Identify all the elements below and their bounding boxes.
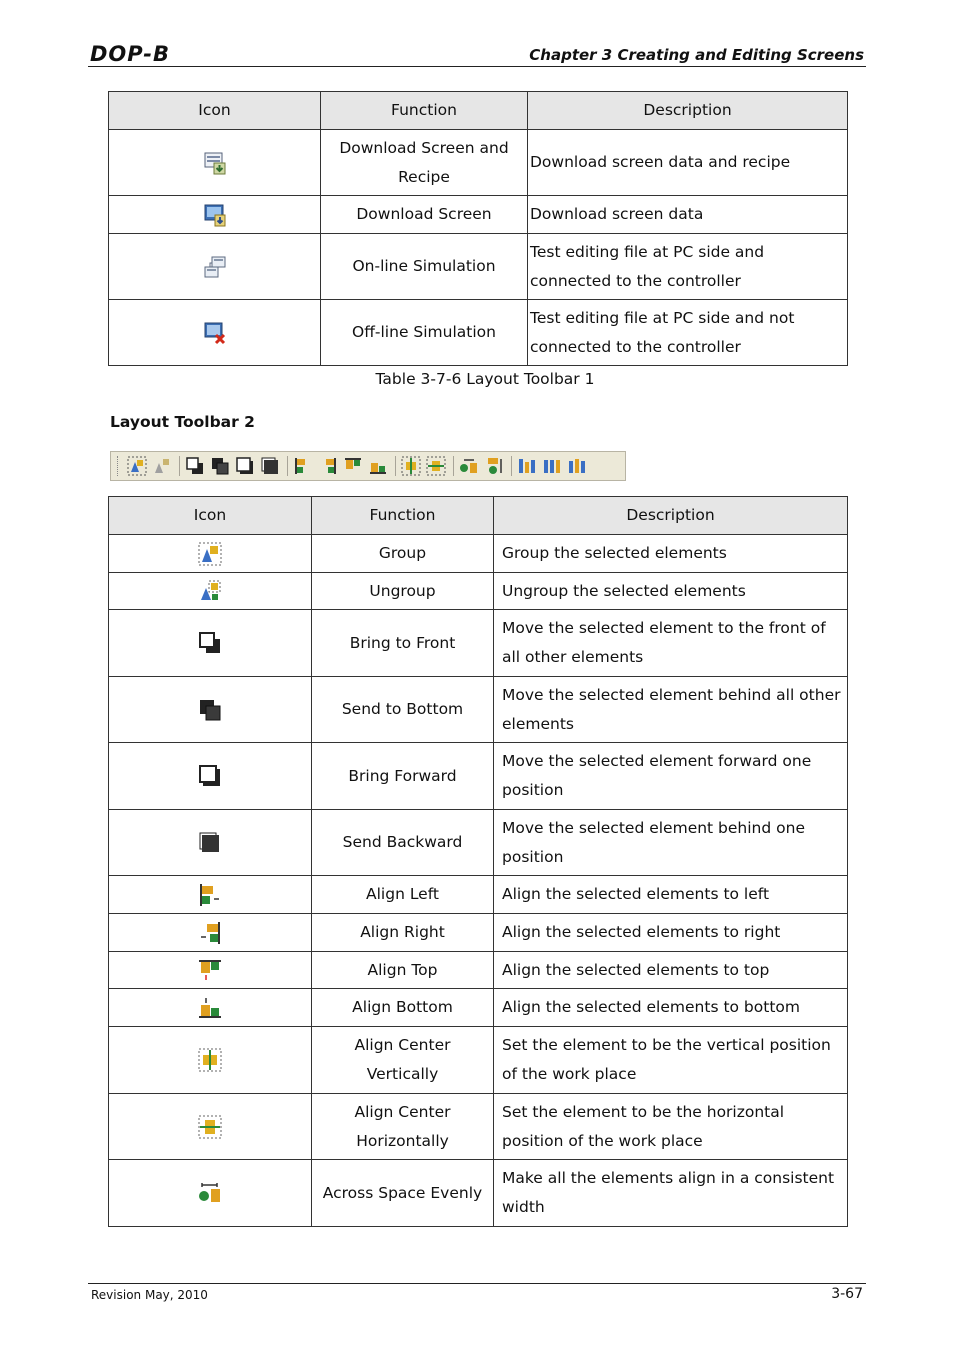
align-center-horizontally-icon xyxy=(197,1114,223,1140)
align-bottom-icon xyxy=(197,995,223,1021)
send-backward-icon xyxy=(197,830,223,856)
function-cell: Align Center Vertically xyxy=(312,1027,494,1094)
header-description: Description xyxy=(528,92,848,130)
header-icon: Icon xyxy=(109,497,312,535)
revision-date: Revision May, 2010 xyxy=(91,1288,208,1302)
table-caption: Table 3-7-6 Layout Toolbar 1 xyxy=(375,370,595,388)
description-cell: Set the element to be the horizontal position of the work place xyxy=(494,1094,848,1160)
table-row xyxy=(109,300,848,366)
align-top-icon[interactable] xyxy=(343,456,363,476)
group-icon[interactable] xyxy=(127,456,147,476)
ungroup-icon xyxy=(197,578,223,604)
header-divider xyxy=(88,66,866,67)
header-icon: Icon xyxy=(109,92,321,130)
group-icon xyxy=(197,541,223,567)
toolbar-separator xyxy=(179,456,180,476)
align-center-vertically-icon[interactable] xyxy=(401,456,421,476)
chapter-title: Chapter 3 Creating and Editing Screens xyxy=(529,46,864,64)
description-cell: Move the selected element forward one position xyxy=(494,743,848,810)
toolbar-separator xyxy=(395,456,396,476)
description-cell: Make all the elements align in a consistent width xyxy=(494,1160,848,1227)
table-row xyxy=(109,1094,848,1160)
description-cell: Ungroup the selected elements xyxy=(494,573,848,610)
bring-to-front-icon xyxy=(197,630,223,656)
table-row xyxy=(109,952,848,989)
same-width-icon[interactable] xyxy=(517,456,537,476)
header-function: Function xyxy=(312,497,494,535)
bring-forward-icon xyxy=(197,763,223,789)
function-cell: On-line Simulation xyxy=(321,234,528,300)
description-cell: Test editing file at PC side and not connected to the controller xyxy=(528,300,848,366)
toolbar-separator xyxy=(511,456,512,476)
description-cell: Download screen data and recipe xyxy=(528,130,848,196)
across-space-evenly-icon xyxy=(197,1180,223,1206)
same-size-icon[interactable] xyxy=(567,456,587,476)
function-cell: Group xyxy=(312,535,494,573)
down-space-evenly-icon[interactable] xyxy=(484,456,504,476)
footer-divider xyxy=(88,1283,866,1284)
layout-toolbar-2 xyxy=(110,451,626,481)
description-cell: Move the selected element behind all other elements xyxy=(494,677,848,743)
brand-logo: DOP-B xyxy=(90,42,171,66)
table-row xyxy=(109,234,848,300)
bring-forward-icon[interactable] xyxy=(235,456,255,476)
table-row xyxy=(109,610,848,677)
table-row xyxy=(109,914,848,952)
function-cell: Align Center Horizontally xyxy=(312,1094,494,1160)
description-cell: Move the selected element to the front of all other elements xyxy=(494,610,848,677)
function-cell: Send to Bottom xyxy=(312,677,494,743)
ungroup-icon[interactable] xyxy=(152,456,172,476)
table-row xyxy=(109,876,848,914)
table-row xyxy=(109,535,848,573)
description-cell: Move the selected element behind one position xyxy=(494,810,848,876)
download-screen-icon xyxy=(202,202,228,228)
send-backward-icon[interactable] xyxy=(260,456,280,476)
function-cell: Download Screen and Recipe xyxy=(321,130,528,196)
align-left-icon[interactable] xyxy=(293,456,313,476)
description-cell: Test editing file at PC side and connected to the controller xyxy=(528,234,848,300)
table-row xyxy=(109,130,848,196)
layout-toolbar-1-table xyxy=(108,91,848,366)
align-center-horizontally-icon[interactable] xyxy=(426,456,446,476)
toolbar-separator xyxy=(287,456,288,476)
function-cell: Off-line Simulation xyxy=(321,300,528,366)
page-number: 3-67 xyxy=(831,1286,863,1302)
toolbar-separator xyxy=(453,456,454,476)
description-cell: Align the selected elements to top xyxy=(494,952,848,989)
description-cell: Align the selected elements to bottom xyxy=(494,989,848,1027)
table-row xyxy=(109,743,848,810)
align-right-icon[interactable] xyxy=(318,456,338,476)
header-description: Description xyxy=(494,497,848,535)
function-cell: Bring to Front xyxy=(312,610,494,677)
send-to-bottom-icon[interactable] xyxy=(210,456,230,476)
align-right-icon xyxy=(197,920,223,946)
function-cell: Download Screen xyxy=(321,196,528,234)
function-cell: Align Top xyxy=(312,952,494,989)
description-cell: Align the selected elements to right xyxy=(494,914,848,952)
send-to-bottom-icon xyxy=(197,697,223,723)
table-row xyxy=(109,1027,848,1094)
toolbar-grip[interactable] xyxy=(117,456,121,476)
table-row xyxy=(109,1160,848,1227)
description-cell: Group the selected elements xyxy=(494,535,848,573)
align-bottom-icon[interactable] xyxy=(368,456,388,476)
function-cell: Across Space Evenly xyxy=(312,1160,494,1227)
align-left-icon xyxy=(197,882,223,908)
function-cell: Send Backward xyxy=(312,810,494,876)
table-row xyxy=(109,989,848,1027)
offline-simulation-icon xyxy=(202,320,228,346)
same-height-icon[interactable] xyxy=(542,456,562,476)
description-cell: Align the selected elements to left xyxy=(494,876,848,914)
align-center-vertically-icon xyxy=(197,1047,223,1073)
table-row xyxy=(109,196,848,234)
table-header-row xyxy=(109,497,848,535)
download-screen-recipe-icon xyxy=(202,150,228,176)
description-cell: Download screen data xyxy=(528,196,848,234)
table-row xyxy=(109,677,848,743)
description-cell: Set the element to be the vertical position of the work place xyxy=(494,1027,848,1094)
function-cell: Align Left xyxy=(312,876,494,914)
layout-toolbar-2-table xyxy=(108,496,848,1227)
header-function: Function xyxy=(321,92,528,130)
table-row xyxy=(109,573,848,610)
bring-to-front-icon[interactable] xyxy=(185,456,205,476)
across-space-evenly-icon[interactable] xyxy=(459,456,479,476)
table-header-row xyxy=(109,92,848,130)
align-top-icon xyxy=(197,957,223,983)
table-row xyxy=(109,810,848,876)
function-cell: Align Right xyxy=(312,914,494,952)
section-title: Layout Toolbar 2 xyxy=(110,413,255,431)
function-cell: Align Bottom xyxy=(312,989,494,1027)
function-cell: Bring Forward xyxy=(312,743,494,810)
function-cell: Ungroup xyxy=(312,573,494,610)
online-simulation-icon xyxy=(202,254,228,280)
